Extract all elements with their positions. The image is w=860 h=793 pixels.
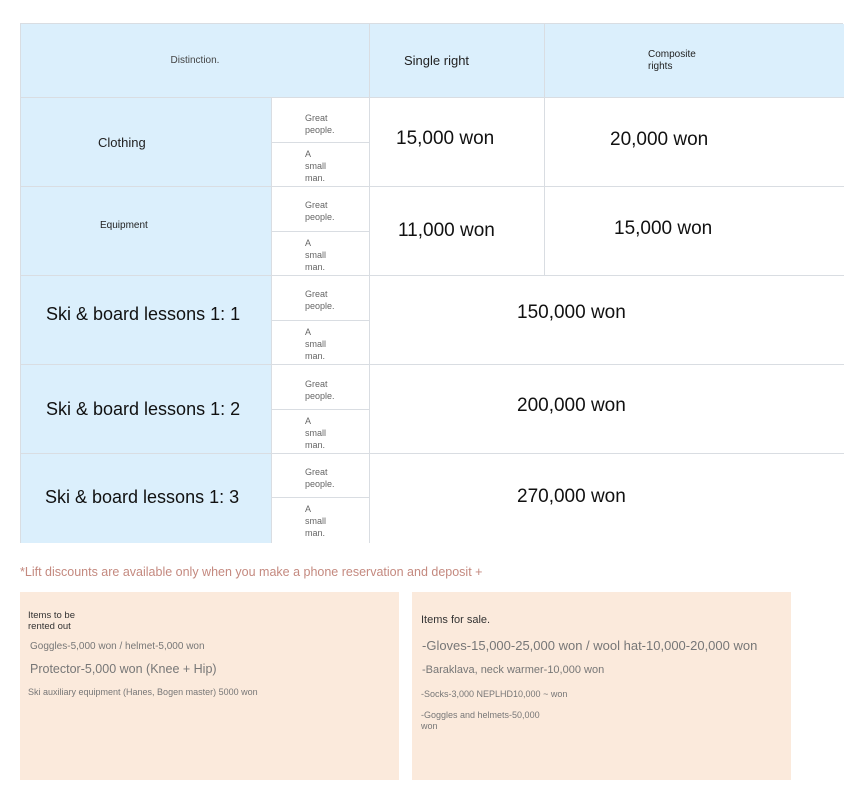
size-great: Great people. (272, 98, 370, 143)
row-lesson-1-3-category-label: Ski & board lessons 1: 3 (45, 486, 240, 507)
rental-line: Ski auxiliary equipment (Hanes, Bogen master) 5000 won (28, 687, 258, 697)
size-small: A small man. (272, 232, 370, 276)
size-small: A small man. (272, 321, 370, 365)
header-composite-rights (545, 24, 844, 98)
header-composite-line2: rights (648, 60, 673, 72)
price-value: 270,000 won (517, 486, 626, 507)
row-lesson-1-1-price (370, 276, 844, 365)
row-lesson-1-3-category (21, 454, 272, 543)
rental-line: Goggles-5,000 won / helmet-5,000 won (30, 641, 205, 652)
row-clothing-single-price (370, 98, 545, 187)
header-distinction-label: Distinction. (170, 55, 220, 66)
row-clothing-composite-price (545, 98, 844, 187)
header-distinction (21, 24, 370, 98)
price-value: 11,000 won (398, 220, 495, 241)
row-equipment-category (21, 187, 272, 276)
size-small: A small man. (272, 410, 370, 454)
rental-line: Protector-5,000 won (Knee + Hip) (30, 662, 217, 676)
sale-items-panel (412, 592, 791, 780)
size-great: Great people. (272, 365, 370, 410)
row-lesson-1-2-price (370, 365, 844, 454)
price-value: 15,000 won (396, 128, 495, 149)
size-great: Great people. (272, 187, 370, 232)
price-value: 150,000 won (517, 302, 626, 323)
size-great: Great people. (272, 276, 370, 321)
sale-line: -Goggles and helmets-50,000 (421, 710, 540, 720)
row-lesson-1-1-category (21, 276, 272, 365)
row-clothing-category (21, 98, 272, 187)
price-table (20, 23, 843, 543)
row-equipment-category-label: Equipment (100, 219, 148, 231)
row-lesson-1-1-category-label: Ski & board lessons 1: 1 (46, 303, 241, 324)
sale-title: Items for sale. (421, 614, 491, 626)
lift-discount-note: *Lift discounts are available only when you make a phone reservation and deposit + (20, 565, 483, 579)
header-composite-line1: Composite (648, 48, 696, 60)
rental-items-panel (20, 592, 399, 780)
price-value: 15,000 won (614, 218, 713, 239)
price-value: 20,000 won (610, 129, 709, 150)
row-lesson-1-3-price (370, 454, 844, 543)
header-single-right-label: Single right (404, 53, 470, 68)
rental-title: Items to be rented out (28, 610, 75, 632)
row-clothing-category-label: Clothing (98, 134, 146, 150)
size-small: A small man. (272, 143, 370, 187)
row-lesson-1-2-category (21, 365, 272, 454)
row-lesson-1-2-category-label: Ski & board lessons 1: 2 (46, 398, 241, 419)
row-equipment-composite-price (545, 187, 844, 276)
sale-line: -Gloves-15,000-25,000 won / wool hat-10,000-20,000 won (422, 638, 758, 653)
size-small: A small man. (272, 498, 370, 543)
size-great: Great people. (272, 454, 370, 498)
price-value: 200,000 won (517, 395, 626, 416)
header-single-right (370, 24, 545, 98)
sale-line: won (421, 721, 438, 731)
sale-line: -Baraklava, neck warmer-10,000 won (422, 664, 605, 676)
sale-line: -Socks-3,000 NEPLHD10,000 ~ won (421, 689, 568, 699)
row-equipment-single-price (370, 187, 545, 276)
